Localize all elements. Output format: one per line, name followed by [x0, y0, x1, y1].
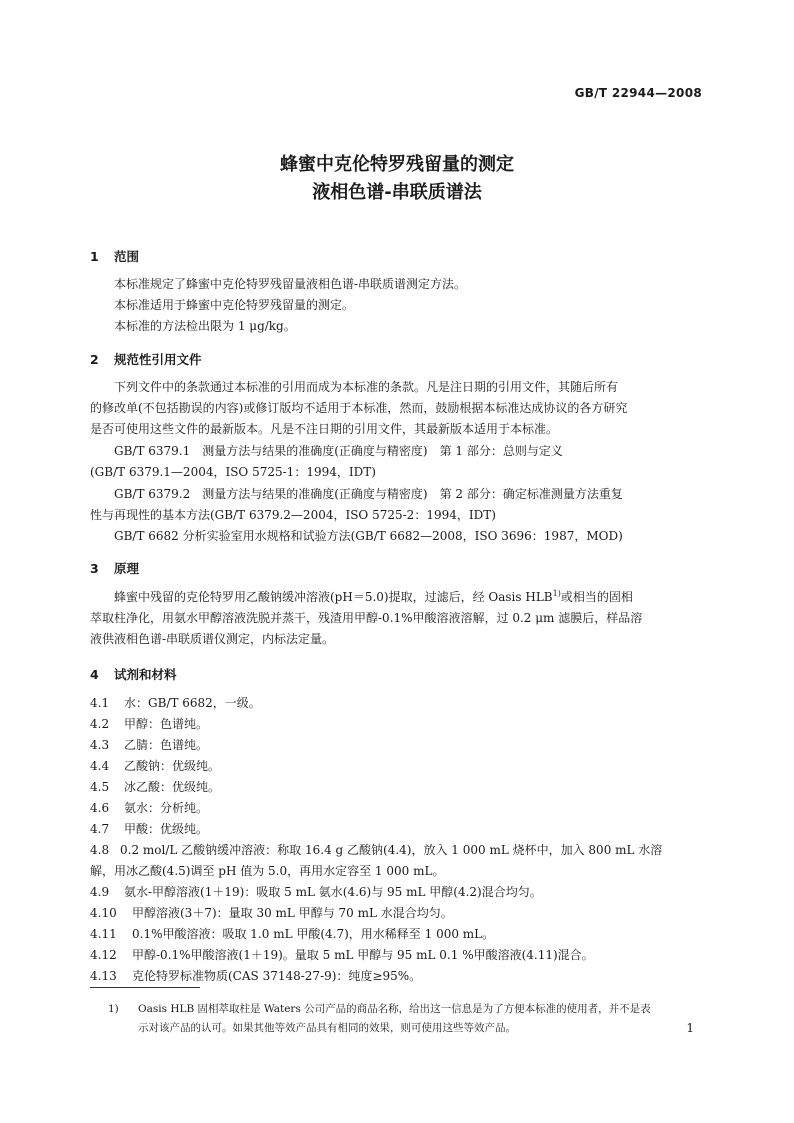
item-number: 4.13 [90, 969, 117, 983]
reagent-item [90, 777, 704, 798]
reagent-item [90, 735, 704, 756]
item-text: 甲醇：色谱纯。 [124, 717, 209, 731]
reagent-item [90, 882, 704, 903]
paragraph-line: 下列文件中的条款通过本标准的引用而成为本标准的条款。凡是注日期的引用文件，其随后所有 [114, 380, 619, 394]
reagent-item [90, 714, 704, 735]
paragraph-line: 萃取柱净化，用氨水甲醇溶液洗脱并蒸干，残渣用甲醇-0.1%甲酸溶液溶解，过 0.2 μm 滤膜后，样品溶 [90, 611, 643, 625]
reagent-item [90, 819, 704, 840]
reference-item-cont: 性与再现性的基本方法(GB/T 6379.2—2004，ISO 5725-2：1994，IDT) [90, 508, 496, 522]
paragraph-line: 是否可使用这些文件的最新版本。凡是不注日期的引用文件，其最新版本适用于本标准。 [90, 422, 559, 436]
item-text: 0.1%甲酸溶液：吸取 1.0 mL 甲酸(4.7)，用水稀释至 1 000 mL。 [132, 927, 495, 941]
footnote-cont: 示对该产品的认可。如果其他等效产品具有相同的效果，则可使用这些等效产品。 [138, 1022, 516, 1034]
page-title: 蜂蜜中克伦特罗残留量的测定 [280, 154, 514, 175]
section-heading-references [90, 350, 202, 368]
item-text: 冰乙酸：优级纯。 [124, 780, 221, 794]
reagent-item [90, 798, 704, 819]
item-number: 4.2 [90, 717, 110, 731]
item-text: 乙酸钠：优级纯。 [124, 759, 221, 773]
item-number: 4.5 [90, 780, 110, 794]
paragraph-line [90, 587, 728, 608]
reference-item: GB/T 6379.2 测量方法与结果的准确度(正确度与精密度) 第 2 部分：确定标准测量方法重复 [114, 487, 623, 501]
item-text: 水：GB/T 6682，一级。 [124, 696, 261, 710]
reagent-item [90, 840, 704, 861]
reference-item-cont: (GB/T 6379.1—2004，ISO 5725-1：1994，IDT) [90, 465, 376, 479]
reference-item: GB/T 6379.1 测量方法与结果的准确度(正确度与精密度) 第 1 部分：总则与定义 [114, 444, 563, 458]
item-text: 氨水：分析纯。 [124, 801, 209, 815]
paragraph: 本标准的方法检出限为 1 μg/kg。 [114, 319, 296, 333]
item-number: 4.7 [90, 822, 110, 836]
footnote-reference: 1) [552, 589, 561, 598]
reagent-item [90, 756, 704, 777]
section-title: 规范性引用文件 [114, 352, 202, 367]
item-number: 4.1 [90, 696, 110, 710]
section-heading-scope [90, 247, 139, 265]
item-number: 4.9 [90, 885, 110, 899]
section-title: 范围 [114, 249, 140, 264]
section-heading-principle [90, 559, 139, 577]
item-number: 4.10 [90, 906, 117, 920]
item-number: 4.3 [90, 738, 110, 752]
footnote-divider [90, 987, 200, 988]
principle-text: 或相当的固相 [560, 590, 633, 604]
section-title: 试剂和材料 [114, 667, 177, 682]
reagent-item [90, 966, 704, 987]
item-text: 氨水-甲醇溶液(1＋19)：吸取 5 mL 氨水(4.6)与 95 mL 甲醇(4.2)混合均匀。 [124, 885, 542, 899]
page-subtitle: 液相色谱-串联质谱法 [312, 182, 482, 203]
reference-item: GB/T 6682 分析实验室用水规格和试验方法(GB/T 6682—2008，ISO 3696：1987，MOD) [114, 529, 623, 543]
item-number: 4.4 [90, 759, 110, 773]
section-title: 原理 [114, 561, 140, 576]
item-text: 克伦特罗标准物质(CAS 37148-27-9)：纯度≥95%。 [132, 969, 422, 983]
section-number: 3 [90, 561, 99, 576]
paragraph: 本标准适用于蜂蜜中克伦特罗残留量的测定。 [114, 298, 355, 312]
reagent-item-cont: 解，用冰乙酸(4.5)调至 pH 值为 5.0，再用水定容至 1 000 mL。 [90, 864, 445, 878]
footnote [108, 1000, 704, 1019]
item-text: 甲醇-0.1%甲酸溶液(1＋19)。量取 5 mL 甲醇与 95 mL 0.1 %甲酸溶液(4.11)混合。 [132, 948, 594, 962]
paragraph-line: 的修改单(不包括勘误的内容)或修订版均不适用于本标准，然而，鼓励根据本标准达成协议的各方研究 [90, 401, 628, 415]
reagent-item [90, 924, 704, 945]
section-number: 1 [90, 249, 99, 264]
paragraph: 本标准规定了蜂蜜中克伦特罗残留量液相色谱-串联质谱测定方法。 [114, 277, 467, 291]
reagent-item [90, 693, 704, 714]
item-text: 甲酸：优级纯。 [124, 822, 209, 836]
page-number: 1 [686, 1021, 694, 1035]
footnote-text: Oasis HLB 固相萃取柱是 Waters 公司产品的商品名称，给出这一信息是为了方便本标准的使用者，并不是表 [138, 1003, 651, 1015]
item-text: 0.2 mol/L 乙酸钠缓冲溶液：称取 16.4 g 乙酸钠(4.4)，放入 1 000 mL 烧杯中，加入 800 mL 水溶 [120, 843, 663, 857]
footnote-mark: 1) [108, 1003, 119, 1015]
principle-text: 蜂蜜中残留的克伦特罗用乙酸钠缓冲溶液(pH＝5.0)提取，过滤后，经 Oasis HLB [114, 590, 553, 604]
item-number: 4.12 [90, 948, 117, 962]
section-number: 4 [90, 667, 99, 682]
section-number: 2 [90, 352, 99, 367]
item-number: 4.11 [90, 927, 117, 941]
paragraph-line: 液供液相色谱-串联质谱仪测定，内标法定量。 [90, 632, 335, 646]
section-heading-reagents [90, 665, 177, 683]
standard-number: GB/T 22944—2008 [574, 86, 702, 100]
reagent-item [90, 903, 704, 924]
reagent-item [90, 945, 704, 966]
item-number: 4.6 [90, 801, 110, 815]
item-number: 4.8 [90, 843, 110, 857]
item-text: 甲醇溶液(3＋7)：量取 30 mL 甲醇与 70 mL 水混合均匀。 [132, 906, 453, 920]
item-text: 乙腈：色谱纯。 [124, 738, 209, 752]
